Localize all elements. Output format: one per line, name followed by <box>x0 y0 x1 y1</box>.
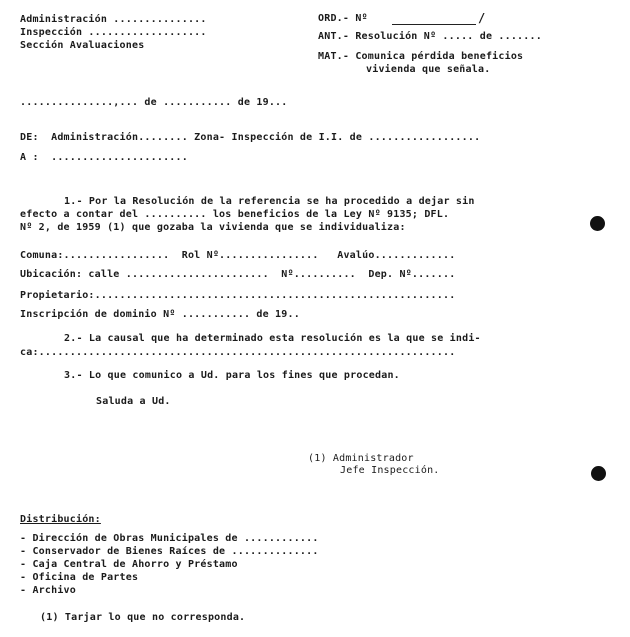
form-propietario: Propietario:.......................................................... <box>20 290 456 301</box>
ant-line: ANT.- Resolución Nº ..... de ....... <box>318 31 542 42</box>
distribucion-title: Distribución: <box>20 514 101 525</box>
distribucion-item-caja: - Caja Central de Ahorro y Préstamo <box>20 559 238 570</box>
distribucion-item-obras: - Dirección de Obras Municipales de ............ <box>20 533 319 544</box>
distribucion-item-conservador: - Conservador de Bienes Raíces de .............. <box>20 546 319 557</box>
mat-line-2: vivienda que señala. <box>366 64 491 75</box>
mat-line-1: MAT.- Comunica pérdida beneficios <box>318 51 524 62</box>
para2-line1: 2.- La causal que ha determinado esta resolución es la que se indi- <box>64 333 481 344</box>
distribucion-item-archivo: - Archivo <box>20 585 76 596</box>
saluda-line: Saluda a Ud. <box>96 396 171 407</box>
punch-hole-top <box>590 216 605 231</box>
signature-jefe: Jefe Inspección. <box>340 465 440 476</box>
date-line: ...............,... de ........... de 19... <box>20 97 288 108</box>
punch-hole-bottom <box>591 466 606 481</box>
ord-number-line <box>392 24 476 25</box>
para1-line3: Nº 2, de 1959 (1) que gozaba la vivienda que se individualiza: <box>20 222 406 233</box>
distribucion-item-partes: - Oficina de Partes <box>20 572 139 583</box>
para3: 3.- Lo que comunico a Ud. para los fines que procedan. <box>64 370 400 381</box>
ord-slash: / <box>478 11 486 25</box>
para1-line2: efecto a contar del .......... los beneficios de la Ley Nº 9135; DFL. <box>20 209 450 220</box>
para1-line1: 1.- Por la Resolución de la referencia se ha procedido a dejar sin <box>64 196 475 207</box>
header-inspeccion: Inspección ................... <box>20 27 207 38</box>
a-line: A : ...................... <box>20 152 188 163</box>
de-line: DE: Administración........ Zona- Inspección de I.I. de .................. <box>20 132 481 143</box>
para2-line2: ca:................................................................... <box>20 347 456 358</box>
signature-administrador: (1) Administrador <box>308 453 414 464</box>
footnote: (1) Tarjar lo que no corresponda. <box>40 612 246 623</box>
header-administracion: Administración ............... <box>20 14 207 25</box>
form-inscripcion: Inscripción de dominio Nº ........... de 19.. <box>20 309 300 320</box>
header-seccion: Sección Avaluaciones <box>20 40 145 51</box>
form-comuna: Comuna:................. Rol Nº................ Avalúo............. <box>20 250 456 261</box>
form-ubicacion: Ubicación: calle ....................... Nº.......... Dep. Nº....... <box>20 269 456 280</box>
ord-label: ORD.- Nº <box>318 13 368 24</box>
